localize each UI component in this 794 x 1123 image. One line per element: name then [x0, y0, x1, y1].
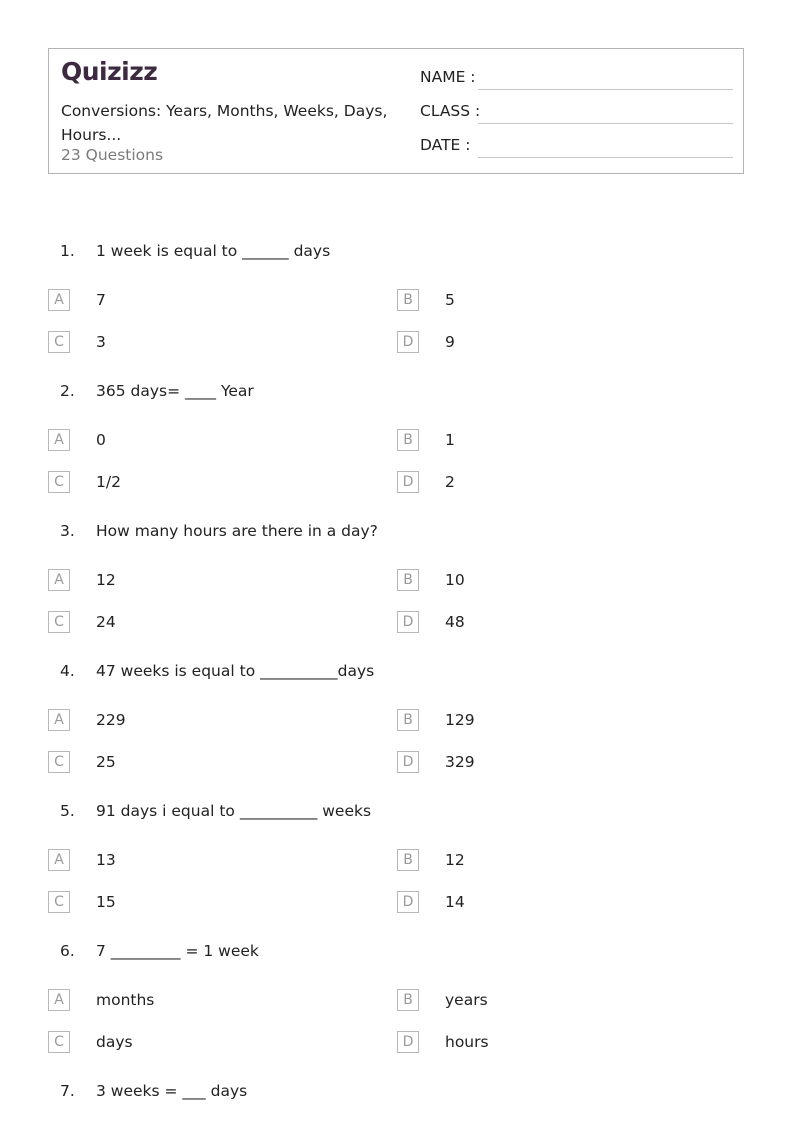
- option-a: 229: [96, 711, 126, 729]
- option-letter-d: D: [397, 891, 419, 913]
- quizizz-logo: Quizizz: [61, 57, 158, 86]
- question-number: 7.: [60, 1082, 75, 1100]
- option-c: 1/2: [96, 473, 121, 491]
- option-c: 25: [96, 753, 116, 771]
- option-letter-c: C: [48, 891, 70, 913]
- worksheet-title: Conversions: Years, Months, Weeks, Days, Hours...: [61, 102, 388, 144]
- name-line: [478, 89, 733, 90]
- worksheet-header: [48, 48, 744, 174]
- option-letter-c: C: [48, 1031, 70, 1053]
- option-letter-d: D: [397, 751, 419, 773]
- option-letter-c: C: [48, 611, 70, 633]
- option-d: 329: [445, 753, 475, 771]
- option-d: 48: [445, 613, 465, 631]
- option-b: 12: [445, 851, 465, 869]
- option-c: 3: [96, 333, 106, 351]
- class-label: CLASS :: [420, 102, 481, 120]
- option-letter-c: C: [48, 471, 70, 493]
- question-text: 3 weeks = ___ days: [96, 1082, 248, 1100]
- option-b: years: [445, 991, 488, 1009]
- option-a: 7: [96, 291, 106, 309]
- option-letter-b: B: [397, 849, 419, 871]
- question-text: 7 _________ = 1 week: [96, 942, 259, 960]
- question-number: 3.: [60, 522, 75, 540]
- option-a: 13: [96, 851, 116, 869]
- question-text: How many hours are there in a day?: [96, 522, 378, 540]
- option-c: 15: [96, 893, 116, 911]
- question-number: 2.: [60, 382, 75, 400]
- option-letter-d: D: [397, 611, 419, 633]
- option-letter-a: A: [48, 849, 70, 871]
- option-b: 5: [445, 291, 455, 309]
- question-text: 47 weeks is equal to __________days: [96, 662, 375, 680]
- class-line: [478, 123, 733, 124]
- option-b: 1: [445, 431, 455, 449]
- option-letter-b: B: [397, 429, 419, 451]
- question-text: 1 week is equal to ______ days: [96, 242, 331, 260]
- option-letter-c: C: [48, 751, 70, 773]
- question-number: 4.: [60, 662, 75, 680]
- option-letter-d: D: [397, 471, 419, 493]
- question-text: 91 days i equal to __________ weeks: [96, 802, 372, 820]
- option-letter-a: A: [48, 289, 70, 311]
- question-number: 1.: [60, 242, 75, 260]
- option-c: days: [96, 1033, 133, 1051]
- option-a: 0: [96, 431, 106, 449]
- question-text: 365 days= ____ Year: [96, 382, 254, 400]
- option-d: hours: [445, 1033, 489, 1051]
- option-b: 10: [445, 571, 465, 589]
- date-line: [478, 157, 733, 158]
- option-a: months: [96, 991, 155, 1009]
- option-letter-a: A: [48, 709, 70, 731]
- option-letter-b: B: [397, 989, 419, 1011]
- option-d: 9: [445, 333, 455, 351]
- option-letter-d: D: [397, 331, 419, 353]
- option-b: 129: [445, 711, 475, 729]
- option-letter-a: A: [48, 569, 70, 591]
- option-d: 2: [445, 473, 455, 491]
- option-letter-b: B: [397, 709, 419, 731]
- question-count: 23 Questions: [61, 146, 164, 164]
- date-label: DATE :: [420, 136, 471, 154]
- option-letter-b: B: [397, 569, 419, 591]
- option-a: 12: [96, 571, 116, 589]
- option-letter-a: A: [48, 989, 70, 1011]
- option-c: 24: [96, 613, 116, 631]
- question-number: 5.: [60, 802, 75, 820]
- option-letter-c: C: [48, 331, 70, 353]
- name-label: NAME :: [420, 68, 476, 86]
- option-letter-b: B: [397, 289, 419, 311]
- question-number: 6.: [60, 942, 75, 960]
- option-letter-d: D: [397, 1031, 419, 1053]
- option-letter-a: A: [48, 429, 70, 451]
- option-d: 14: [445, 893, 465, 911]
